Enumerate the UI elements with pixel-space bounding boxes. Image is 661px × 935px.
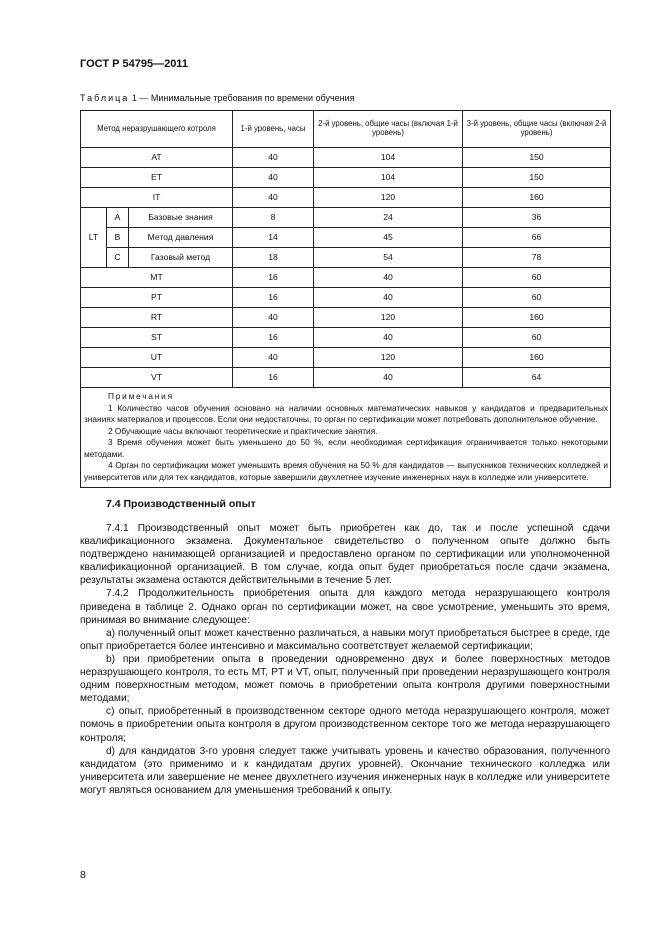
table-row [81,228,611,248]
level3-cell: 160 [463,308,611,328]
table-caption [80,93,355,103]
method-cell: UT [81,348,233,368]
lt-name-cell: Базовые знания [129,208,233,228]
table-row [81,168,611,188]
level1-cell: 40 [233,148,314,168]
table-row [81,368,611,388]
level1-cell: 16 [233,268,314,288]
table-row [81,288,611,308]
lt-code-cell: A [107,208,129,228]
paragraph: b) при приобретении опыта в проведении одновременно двух и более поверхностных методов неразрушающего контроля, то есть MT, PT и VT, опыт, полученный при проведении неразрушающего контроля одним поверхностным методом, может помочь в приобретении опыта контроля другими поверхностными методами; [80,653,610,705]
method-cell: RT [81,308,233,328]
level1-cell: 18 [233,248,314,268]
level3-cell: 60 [463,288,611,308]
paragraph: 7.4.1 Производственный опыт может быть приобретен как до, так и после успешной сдачи квалификационного экзамена. Документальное свидетельство о полученном опыте должно быть подтверждено нанимающей организацией и предоставлено органом по сертификации или уполномоченной квалификационной организацией. В том случае, когда опыт будет приобретаться после сдачи экзамена, результаты экзамена остаются действительными в течение 5 лет. [80,523,610,587]
level3-cell: 36 [463,208,611,228]
method-cell: ET [81,168,233,188]
level1-cell: 40 [233,308,314,328]
section-body [80,522,610,797]
level3-cell: 160 [463,348,611,368]
paragraph: c) опыт, приобретенный в производственном секторе одного метода неразрушающего контроля, может помочь в приобретении опыта контроля в другом производственном секторе того же метода неразрушающего контроля; [80,706,610,744]
column-header-level1: 1-й уровень, часы [233,111,314,148]
level2-cell: 40 [314,368,463,388]
level2-cell: 120 [314,188,463,208]
paragraph: 7.4.2 Продолжительность приобретения опыта для каждого метода неразрушающего контроля приведена в таблице 2. Однако орган по сертификации может, на свое усмотрение, уменьшить это время, принимая во внимание следующее: [80,588,610,626]
method-cell: PT [81,288,233,308]
paragraph: d) для кандидатов 3-го уровня следует также учитывать уровень и качество образования, полученного кандидатом (это применимо и к кандидатам других уровней). Окончание технического колледжа или университета или завершение не менее двухлетнего изучения инженерных наук в колледже или университете могут являться основанием для уменьшения требований к опыту. [80,745,610,796]
level2-cell: 45 [314,228,463,248]
section-title: 7.4 Производственный опыт [106,498,256,510]
level2-cell: 120 [314,308,463,328]
table-caption-label: Таблица [80,93,130,103]
level2-cell: 40 [314,268,463,288]
level2-cell: 104 [314,168,463,188]
lt-name-cell: Метод давления [129,228,233,248]
level3-cell: 60 [463,268,611,288]
level2-cell: 120 [314,348,463,368]
lt-code-cell: B [107,228,129,248]
level1-cell: 16 [233,288,314,308]
notes-title: Примечания [108,391,174,401]
table-header-row [81,111,611,148]
level3-cell: 66 [463,228,611,248]
table-row [81,328,611,348]
level1-cell: 8 [233,208,314,228]
note-item: 2 Обучающие часы включают теоретические и практические занятия. [108,425,378,436]
method-cell: VT [81,368,233,388]
table-row [81,308,611,328]
note-item: 4 Орган по сертификации может уменьшить время обучения на 50 % для кандидатов — выпускников технических колледжей и университетов или для тех кандидатов, которые завершили двухлетнее изучение инженерных наук в колледже или университете. [84,460,609,482]
level1-cell: 16 [233,328,314,348]
method-cell: ST [81,328,233,348]
table-caption-text: 1 — Минимальные требования по времени обучения [131,93,355,103]
level1-cell: 14 [233,228,314,248]
table-row [81,348,611,368]
level1-cell: 16 [233,368,314,388]
level1-cell: 40 [233,348,314,368]
table-row [81,148,611,168]
level3-cell: 60 [463,328,611,348]
column-header-level3: 3-й уровень, общие часы (включая 2-й уровень) [463,111,611,148]
level2-cell: 104 [314,148,463,168]
level3-cell: 150 [463,168,611,188]
table-row [81,268,611,288]
paragraph: a) полученный опыт может качественно различаться, а навыки могут приобретаться быстрее в среде, где опыт приобретается более интенсивно и максимально соответствует желаемой сертификации; [80,627,610,652]
lt-group-label: LT [81,208,107,268]
level3-cell: 150 [463,148,611,168]
table-row [81,248,611,268]
lt-code-cell: C [107,248,129,268]
table-row [81,208,611,228]
note-item: 1 Количество часов обучения основано на наличии основных математических навыков у кандидатов и предварительных знаниях материалов и процессов. Если они недостаточны, то орган по сертификации может потребовать дополнительное обучение. [84,402,609,424]
training-time-table [80,110,611,488]
method-cell: MT [81,268,233,288]
column-header-method: Метод неразрушающего котроля [81,111,233,148]
level3-cell: 78 [463,248,611,268]
page-number: 8 [80,869,86,881]
level2-cell: 24 [314,208,463,228]
level2-cell: 40 [314,328,463,348]
level2-cell: 54 [314,248,463,268]
document-header: ГОСТ Р 54795—2011 [80,58,188,70]
level3-cell: 64 [463,368,611,388]
column-header-level2: 2-й уровень, общие часы (включая 1-й уровень) [314,111,463,148]
level1-cell: 40 [233,188,314,208]
note-item: 3 Время обучения может быть уменьшено до 50 %, если необходимая сертификация ограничивается только некоторыми методами. [84,437,609,459]
table-notes [81,388,611,488]
level2-cell: 40 [314,288,463,308]
level3-cell: 160 [463,188,611,208]
level1-cell: 40 [233,168,314,188]
lt-name-cell: Газовый метод [129,248,233,268]
table-row [81,188,611,208]
method-cell: AT [81,148,233,168]
table-notes-row [81,388,611,488]
method-cell: IT [81,188,233,208]
